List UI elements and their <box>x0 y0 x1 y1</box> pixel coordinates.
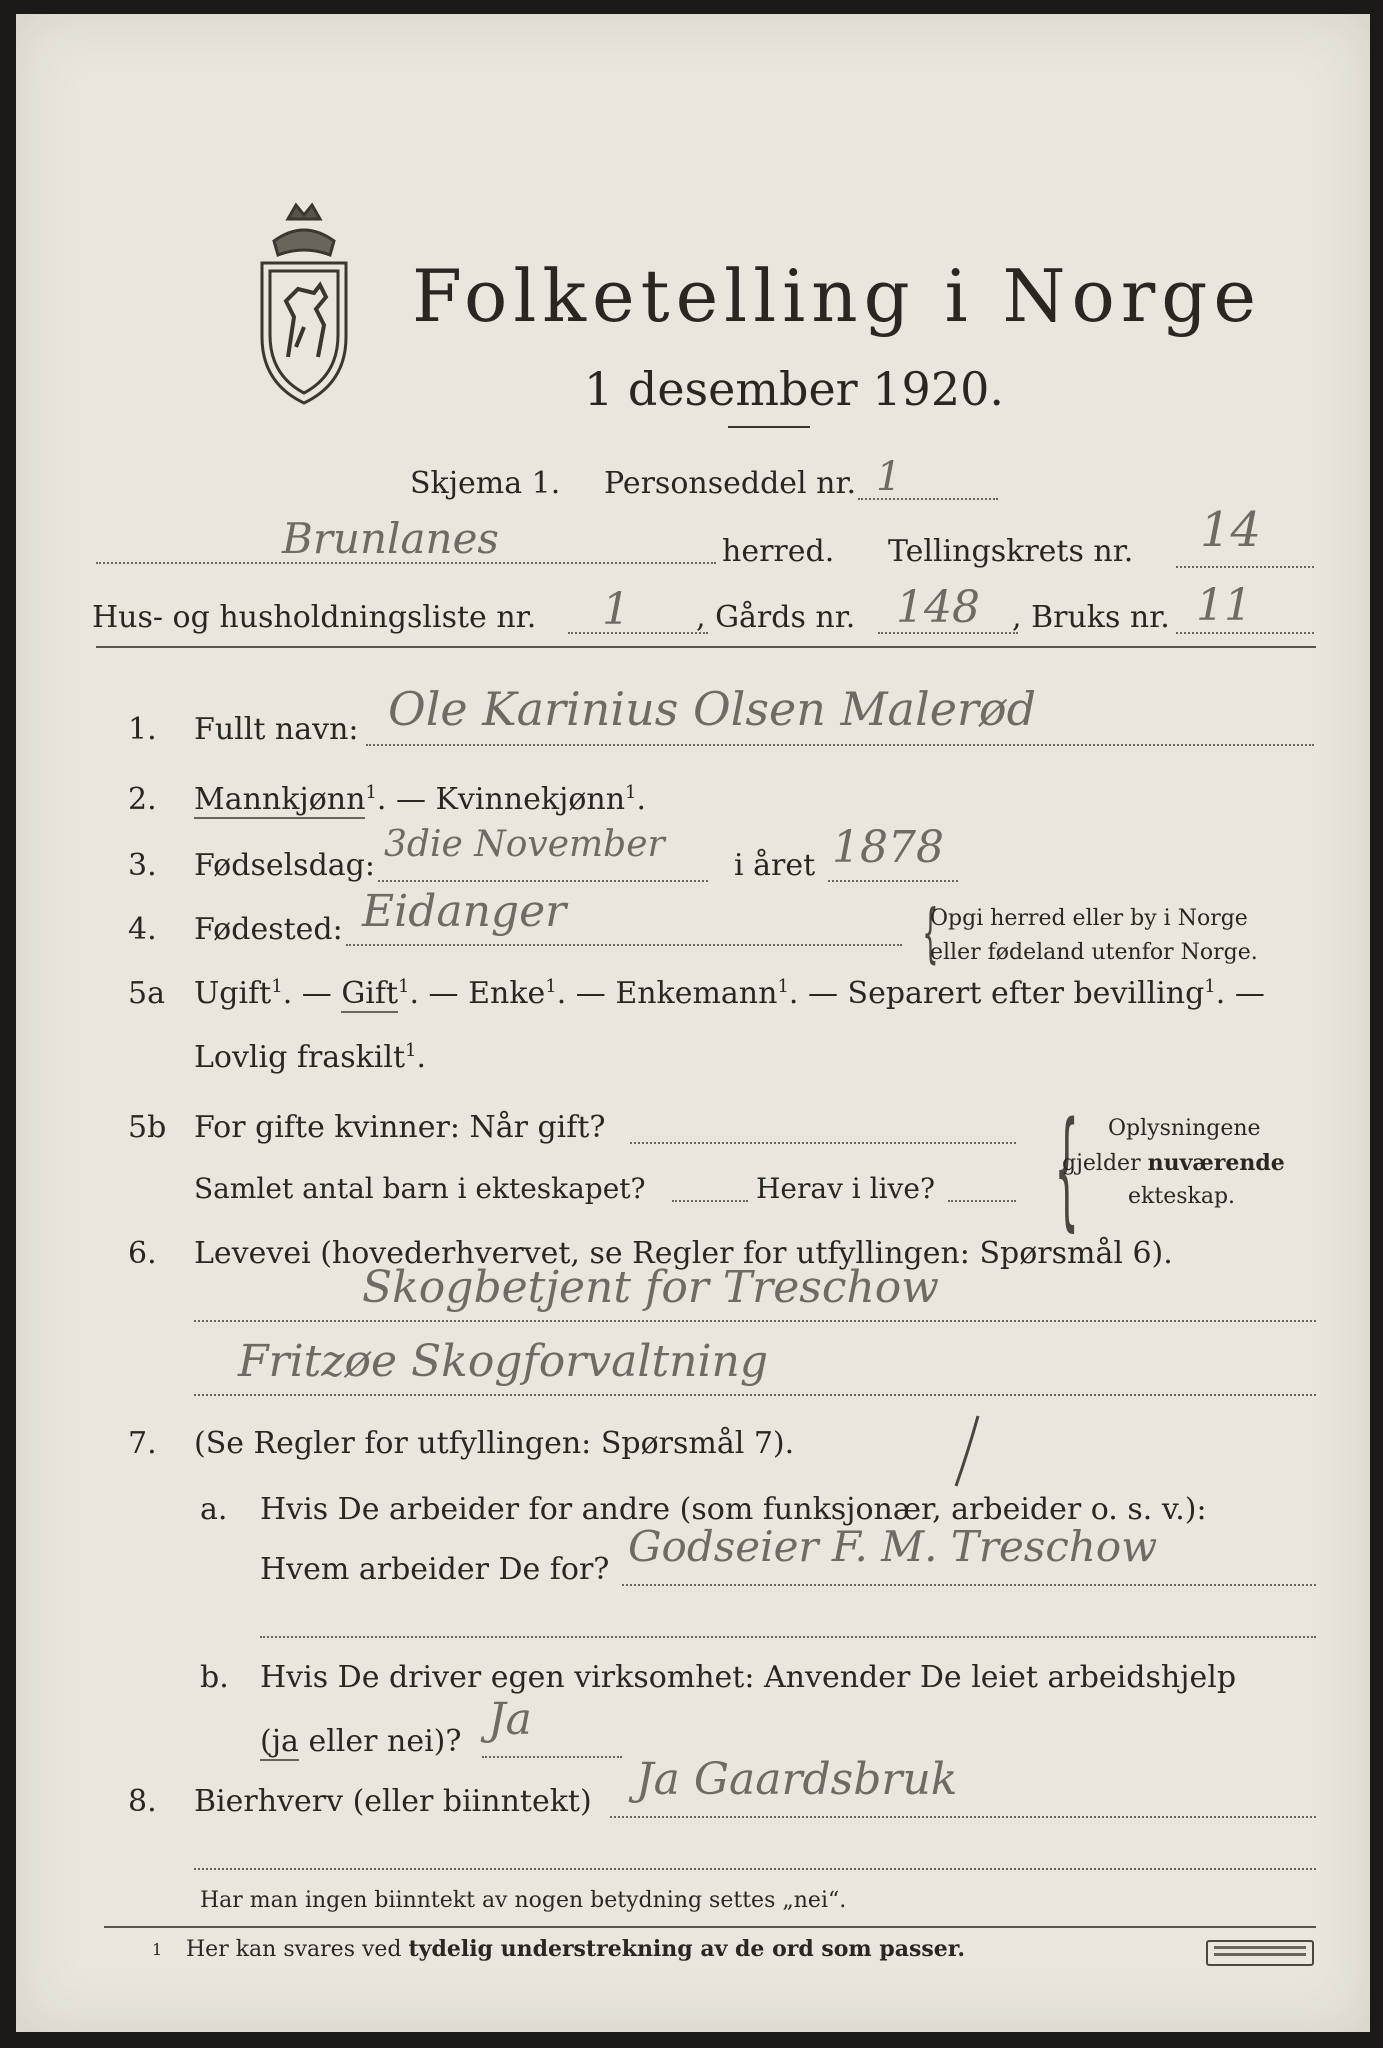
hired-help-value[interactable]: Ja <box>488 1694 532 1745</box>
q8-number: 8. <box>128 1784 157 1819</box>
q1-number: 1. <box>128 712 157 747</box>
herred-value[interactable]: Brunlanes <box>282 514 499 563</box>
q4-note-1: Opgi herred eller by i Norge <box>930 906 1248 931</box>
birthday-value[interactable]: 3die November <box>384 824 665 865</box>
header-divider <box>96 646 1316 648</box>
q6-label: Levevei (hovederhvervet, se Regler for utfyllingen: Spørsmål 6). <box>194 1236 1173 1271</box>
birthplace-value[interactable]: Eidanger <box>362 886 567 937</box>
q4-number: 4. <box>128 912 157 947</box>
q5b-note-2: gjelder nuværende <box>1062 1150 1285 1176</box>
when-married-line <box>630 1142 1016 1144</box>
q5b-number: 5b <box>128 1110 167 1145</box>
skjema-label: Skjema 1. <box>410 466 561 501</box>
q5b-label-2: Samlet antal barn i ekteskapet? <box>194 1172 646 1205</box>
gards-value[interactable]: 148 <box>896 582 980 633</box>
census-form <box>16 14 1370 2032</box>
hus-line <box>568 632 708 634</box>
q5b-note-1: Oplysningene <box>1108 1116 1261 1141</box>
gards-label: , Gårds nr. <box>696 600 856 635</box>
widow-option[interactable]: Enke <box>468 976 546 1011</box>
pencil-mark-icon <box>948 1412 988 1492</box>
q7b-line-2: (ja eller nei)? <box>260 1724 462 1759</box>
yes-option[interactable]: (ja <box>260 1724 299 1759</box>
divorced-option[interactable]: Lovlig fraskilt <box>194 1040 406 1075</box>
q4-brace: { <box>922 897 939 971</box>
male-option[interactable]: Mannkjønn <box>194 782 366 817</box>
q3-number: 3. <box>128 848 157 883</box>
q5b-label-3: Herav i live? <box>756 1172 935 1205</box>
tellingskrets-value[interactable]: 14 <box>1200 502 1262 558</box>
q4-note-2: eller fødeland utenfor Norge. <box>930 940 1258 965</box>
employer-line <box>622 1584 1316 1586</box>
female-option[interactable]: Kvinnekjønn <box>435 782 626 817</box>
employer-line-2 <box>260 1636 1316 1638</box>
tellingskrets-line <box>1176 566 1314 568</box>
q5b-brace: { <box>1054 1095 1079 1244</box>
q7b-letter: b. <box>200 1660 229 1695</box>
hus-label: Hus- og husholdningsliste nr. <box>92 600 537 635</box>
q5a-options-line2: Lovlig fraskilt$^1$. <box>194 1040 427 1075</box>
occupation-line-2 <box>194 1394 1316 1396</box>
q3-label: Fødselsdag: <box>194 848 375 883</box>
side-income-line <box>610 1816 1316 1818</box>
unmarried-option[interactable]: Ugift <box>194 976 272 1011</box>
year-line <box>828 880 958 882</box>
children-total-line <box>672 1200 748 1202</box>
personseddel-value[interactable]: 1 <box>876 454 902 500</box>
q5b-note-3: ekteskap. <box>1128 1184 1236 1209</box>
bruks-line <box>1176 632 1314 634</box>
q7a-line-1: Hvis De arbeider for andre (som funksjonær, arbeider o. s. v.): <box>260 1492 1207 1527</box>
employer-value[interactable]: Godseier F. M. Treschow <box>628 1522 1158 1571</box>
q5a-number: 5a <box>128 976 165 1011</box>
birth-year-value[interactable]: 1878 <box>832 822 944 873</box>
q6-number: 6. <box>128 1236 157 1271</box>
q7-number: 7. <box>128 1426 157 1461</box>
printer-stamp <box>1206 1940 1314 1966</box>
birthday-line <box>378 880 708 882</box>
q7a-letter: a. <box>200 1492 228 1527</box>
occupation-value-1[interactable]: Skogbetjent for Treschow <box>362 1262 939 1313</box>
title-divider <box>728 426 810 428</box>
bruks-label: , Bruks nr. <box>1012 600 1170 635</box>
side-income-line-2 <box>194 1868 1316 1870</box>
occupation-line-1 <box>194 1320 1316 1322</box>
footnote-number: 1 <box>152 1940 163 1959</box>
full-name-value[interactable]: Ole Karinius Olsen Malerød <box>388 682 1037 736</box>
q1-label: Fullt navn: <box>194 712 359 747</box>
q5b-label-1: For gifte kvinner: Når gift? <box>194 1110 606 1145</box>
footnote-text: Her kan svares ved tydelig understrekning av de ord som passer. <box>186 1936 966 1962</box>
children-alive-line <box>948 1200 1016 1202</box>
tellingskrets-label: Tellingskrets nr. <box>888 534 1134 569</box>
q7-label: (Se Regler for utfyllingen: Spørsmål 7). <box>194 1426 795 1461</box>
year-label: i året <box>734 848 816 883</box>
q1-line <box>366 744 1314 746</box>
q7b-line-1: Hvis De driver egen virksomhet: Anvender De leiet arbeidshjelp <box>260 1660 1237 1695</box>
coat-of-arms-icon <box>248 197 360 409</box>
hired-help-line <box>482 1756 622 1758</box>
widower-option[interactable]: Enkemann <box>615 976 778 1011</box>
q8-label: Bierhverv (eller biinntekt) <box>194 1784 592 1819</box>
q7a-line-2: Hvem arbeider De for? <box>260 1552 610 1587</box>
footer-divider <box>104 1926 1316 1928</box>
q4-label: Fødested: <box>194 912 343 947</box>
q5a-options: Ugift$^1$. — Gift$^1$. — Enke$^1$. — Enkemann$^1$. — Separert efter bevilling$^1$. — <box>194 976 1265 1011</box>
separated-option[interactable]: Separert efter bevilling <box>847 976 1205 1011</box>
form-title: Folketelling i Norge <box>412 254 1262 338</box>
married-option[interactable]: Gift <box>341 976 399 1011</box>
footer-note: Har man ingen biinntekt av nogen betydning settes „nei“. <box>200 1888 847 1913</box>
herred-label: herred. <box>722 534 835 569</box>
occupation-value-2[interactable]: Fritzøe Skogforvaltning <box>238 1336 769 1387</box>
hus-value[interactable]: 1 <box>602 584 630 635</box>
census-date: 1 desember 1920. <box>584 362 1004 416</box>
q2-number: 2. <box>128 782 157 817</box>
q2-options: Mannkjønn$^1$. — Kvinnekjønn$^1$. <box>194 782 647 817</box>
personseddel-label: Personseddel nr. <box>604 466 857 501</box>
birthplace-line <box>346 944 902 946</box>
bruks-value[interactable]: 11 <box>1196 580 1252 631</box>
side-income-value[interactable]: Ja Gaardsbruk <box>636 1754 958 1805</box>
